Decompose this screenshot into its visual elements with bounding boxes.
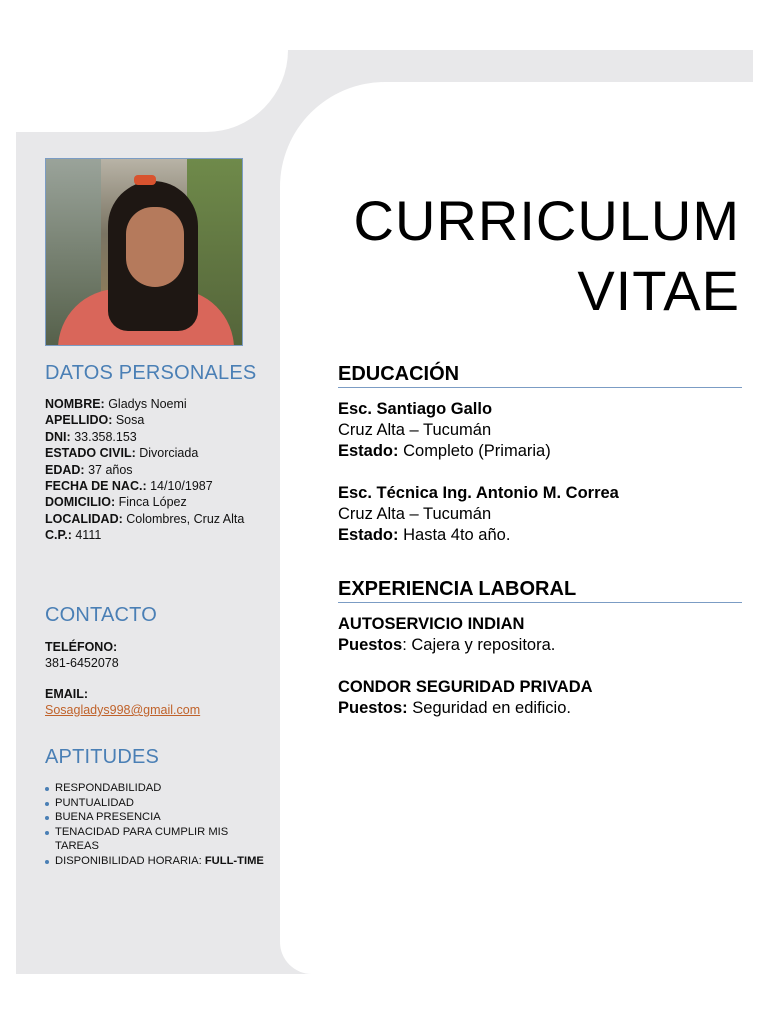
email-label: EMAIL: (45, 687, 89, 701)
school-status: Estado: Completo (Primaria) (338, 442, 551, 460)
job-role: Puestos: Seguridad en edificio. (338, 699, 571, 717)
company-name: CONDOR SEGURIDAD PRIVADA (338, 678, 593, 696)
skill-item-availability: DISPONIBILIDAD HORARIA: FULL-TIME (45, 854, 265, 869)
skill-item: RESPONDABILIDAD (45, 781, 265, 796)
photo-face (126, 207, 184, 287)
skills-list (45, 781, 265, 869)
contact-heading: CONTACTO (45, 604, 157, 626)
school-name: Esc. Técnica Ing. Antonio M. Correa (338, 484, 619, 502)
profile-photo (45, 158, 243, 346)
education-entry-1 (338, 399, 551, 462)
personal-data-list (45, 396, 260, 544)
education-heading: EDUCACIÓN (338, 363, 742, 388)
education-entry-2 (338, 483, 619, 546)
field-nombre: NOMBRE: Gladys Noemi (45, 397, 187, 411)
field-localidad: LOCALIDAD: Colombres, Cruz Alta (45, 511, 245, 526)
experience-heading: EXPERIENCIA LABORAL (338, 578, 742, 603)
job-role: Puestos: Cajera y repositora. (338, 636, 556, 654)
school-place: Cruz Alta – Tucumán (338, 505, 492, 523)
skill-item: BUENA PRESENCIA (45, 810, 265, 825)
school-place: Cruz Alta – Tucumán (338, 421, 492, 439)
email-block (45, 686, 200, 718)
field-cp: C.P.: 4111 (45, 528, 102, 543)
field-fecha-nac: FECHA DE NAC.: 14/10/1987 (45, 479, 213, 494)
skill-item: PUNTUALIDAD (45, 796, 265, 811)
phone-value: 381-6452078 (45, 656, 119, 670)
field-apellido: APELLIDO: Sosa (45, 413, 145, 428)
phone-block (45, 639, 119, 671)
company-name: AUTOSERVICIO INDIAN (338, 615, 525, 633)
skill-item: TENACIDAD PARA CUMPLIR MIS TAREAS (45, 825, 265, 854)
field-dni: DNI: 33.358.153 (45, 429, 137, 444)
experience-entry-1 (338, 614, 555, 656)
school-status: Estado: Hasta 4to año. (338, 526, 511, 544)
field-domicilio: DOMICILIO: Finca López (45, 495, 187, 510)
phone-label: TELÉFONO: (45, 640, 118, 654)
school-name: Esc. Santiago Gallo (338, 400, 493, 418)
skills-heading: APTITUDES (45, 746, 160, 768)
sidebar-top-curve (16, 50, 288, 132)
experience-entry-2 (338, 677, 593, 719)
cv-title-line-1: CURRICULUM (353, 189, 740, 252)
field-edad: EDAD: 37 años (45, 462, 133, 477)
cv-title-line-2: VITAE (577, 259, 740, 322)
cv-title (320, 186, 740, 326)
personal-data-heading: DATOS PERSONALES (45, 362, 257, 384)
photo-hair-clip (134, 175, 156, 185)
email-link[interactable]: Sosagladys998@gmail.com (45, 703, 201, 717)
field-estado-civil: ESTADO CIVIL: Divorciada (45, 446, 199, 461)
